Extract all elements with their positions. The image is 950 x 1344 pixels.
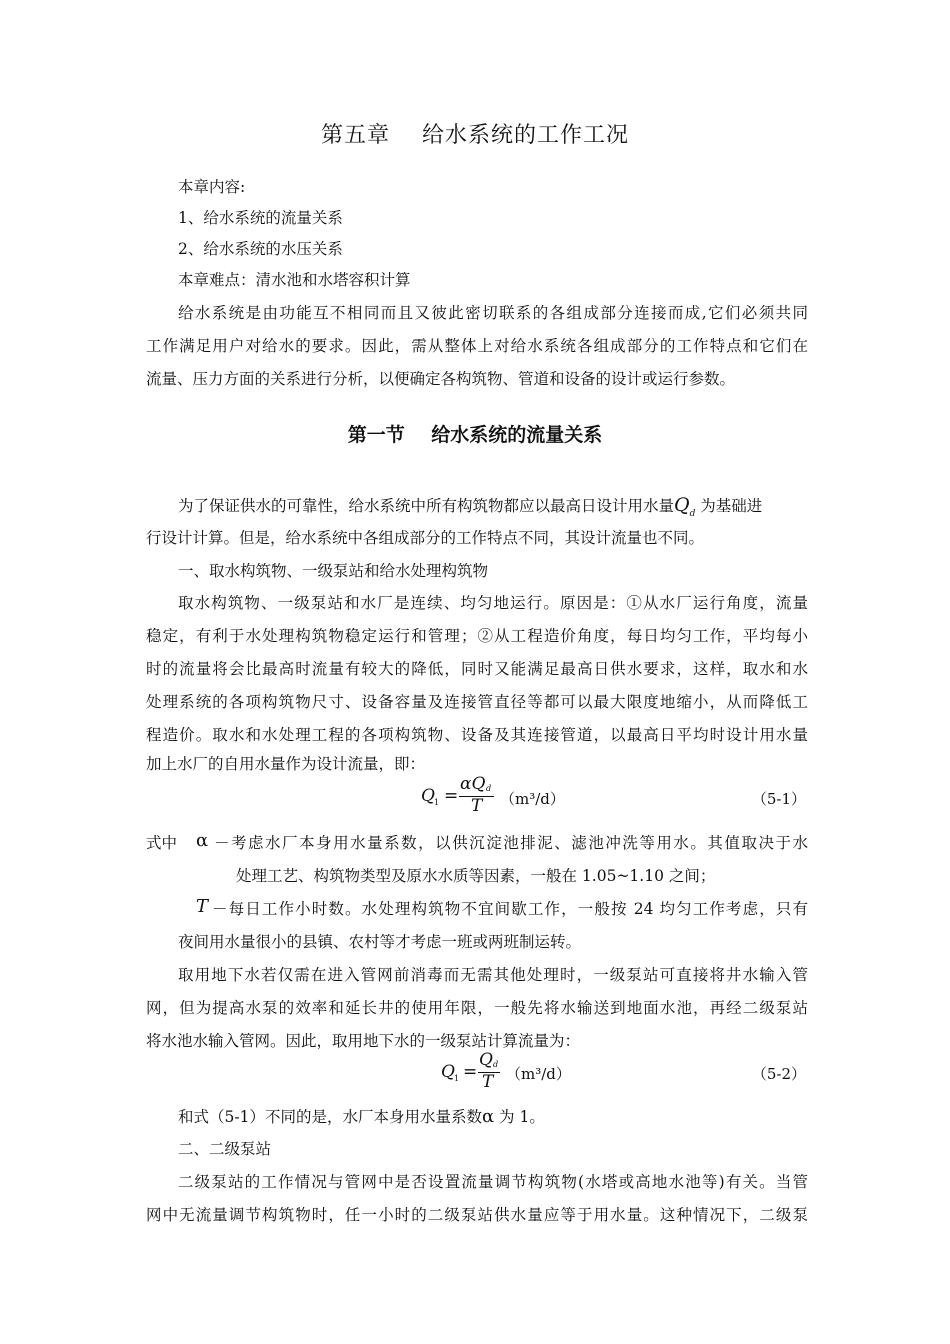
paragraph-line: 网，但为提高水泵的效率和延长井的使用年限，一般先将水输送到地面水池，再经二级泵站 bbox=[146, 999, 808, 1017]
chapter-title: 第五章 给水系统的工作工况 bbox=[321, 123, 629, 148]
formula-lhs-subscript: 1 bbox=[454, 1074, 460, 1083]
text-run: 和式（5-1）不同的是，水厂本身用水量系数 bbox=[178, 1108, 482, 1126]
paragraph-line: 行设计计算。但是，给水系统中各组成部分的工作特点不同，其设计流量也不同。 bbox=[146, 529, 705, 547]
formula-5-2 bbox=[0, 1050, 950, 1090]
paragraph-line bbox=[178, 495, 808, 519]
paragraph-line: 取水构筑物、一级泵站和水厂是连续、均匀地运行。原因是：①从水厂运行角度，流量 bbox=[178, 594, 808, 612]
text-run: 为基础进 bbox=[695, 497, 763, 515]
section-title: 第一节 给水系统的流量关系 bbox=[347, 424, 603, 446]
text-run: 为 1。 bbox=[494, 1108, 545, 1126]
formula-equals: = bbox=[444, 786, 459, 806]
formula-numerator-subscript: d bbox=[493, 1060, 499, 1069]
formula-numerator: αQ bbox=[460, 774, 486, 794]
contents-item-2: 2、给水系统的水压关系 bbox=[178, 240, 343, 258]
formula-lhs: Q bbox=[421, 786, 435, 806]
t-definition: －每日工作小时数。水处理构筑物不宜间歇工作，一般按 24 均匀工作考虑，只有 bbox=[212, 900, 808, 918]
paragraph-line: 二级泵站的工作情况与管网中是否设置流量调节构筑物(水塔或高地水池等)有关。当管 bbox=[178, 1173, 808, 1191]
formula-denominator: T bbox=[482, 1072, 494, 1092]
t-definition-cont: 夜间用水量很小的县镇、农村等才考虑一班或两班制运转。 bbox=[178, 933, 582, 951]
paragraph-line: 将水池水输入管网。因此，取用地下水的一级泵站计算流量为： bbox=[146, 1032, 581, 1050]
formula-numerator-subscript: d bbox=[486, 784, 492, 793]
equation-number: （5-2） bbox=[751, 1065, 806, 1083]
contents-item-1: 1、给水系统的流量关系 bbox=[178, 209, 343, 227]
t-symbol: T bbox=[196, 897, 209, 917]
paragraph-line: 程造价。取水和水处理工程的各项构筑物、设备及其连接管道，以最高日平均时设计用水量 bbox=[146, 726, 808, 744]
contents-label: 本章内容: bbox=[178, 178, 246, 196]
formula-unit: （m³/d） bbox=[500, 790, 565, 808]
formula-unit: （m³/d） bbox=[506, 1065, 571, 1083]
intro-paragraph-line: 工作满足用户对给水的要求。因此，需从整体上对给水系统各组成部分的工作特点和它们在 bbox=[146, 337, 808, 355]
alpha-definition: －考虑水厂本身用水量系数，以供沉淀池排泥、滤池冲洗等用水。其值取决于水 bbox=[214, 834, 808, 852]
formula-lhs-subscript: 1 bbox=[434, 798, 440, 807]
text-run: 为了保证供水的可靠性，给水系统中所有构筑物都应以最高日设计用水量 bbox=[178, 497, 675, 515]
paragraph-line: 稳定，有利于水处理构筑物稳定运行和管理；②从工程造价角度，每日均匀工作，平均每小 bbox=[146, 627, 808, 645]
paragraph-line: 网中无流量调节构筑物时，任一小时的二级泵站供水量应等于用水量。这种情况下，二级泵 bbox=[146, 1206, 808, 1224]
math-symbol: Q bbox=[674, 495, 690, 516]
alpha-definition-cont: 处理工艺、构筑物类型及原水水质等因素，一般在 1.05~1.10 之间； bbox=[236, 867, 716, 885]
alpha-symbol: α bbox=[196, 831, 209, 851]
intro-paragraph-line: 给水系统是由功能互不相同而且又彼此密切联系的各组成部分连接而成,它们必须共同 bbox=[178, 304, 808, 322]
math-subscript: d bbox=[689, 509, 696, 519]
paragraph-line: 时的流量将会比最高时流量有较大的降低，同时又能满足最高日供水要求，这样，取水和水 bbox=[146, 660, 808, 678]
paragraph-line bbox=[178, 1107, 808, 1127]
alpha-symbol: α bbox=[481, 1107, 495, 1127]
difficulty-note: 本章难点：清水池和水塔容积计算 bbox=[178, 271, 411, 289]
formula-lhs: Q bbox=[441, 1062, 455, 1082]
formula-equals: = bbox=[463, 1062, 478, 1082]
where-label: 式中 bbox=[146, 834, 178, 852]
paragraph-line: 加上水厂的自用水量作为设计流量，即： bbox=[146, 755, 426, 773]
paragraph-line: 取用地下水若仅需在进入管网前消毒而无需其他处理时，一级泵站可直接将井水输入管 bbox=[178, 966, 808, 984]
formula-numerator: Q bbox=[479, 1050, 493, 1070]
formula-5-1 bbox=[0, 774, 950, 814]
formula-denominator: T bbox=[471, 796, 483, 816]
paragraph-line: 处理系统的各项构筑物尺寸、设备容量及连接管直径等都可以最大限度地缩小，从而降低工 bbox=[146, 693, 808, 711]
subsection-heading: 一、取水构筑物、一级泵站和给水处理构筑物 bbox=[178, 562, 489, 580]
subsection-heading: 二、二级泵站 bbox=[178, 1140, 272, 1158]
intro-paragraph-line: 流量、压力方面的关系进行分析，以便确定各构筑物、管道和设备的设计或运行参数。 bbox=[146, 370, 736, 388]
equation-number: （5-1） bbox=[751, 790, 806, 808]
